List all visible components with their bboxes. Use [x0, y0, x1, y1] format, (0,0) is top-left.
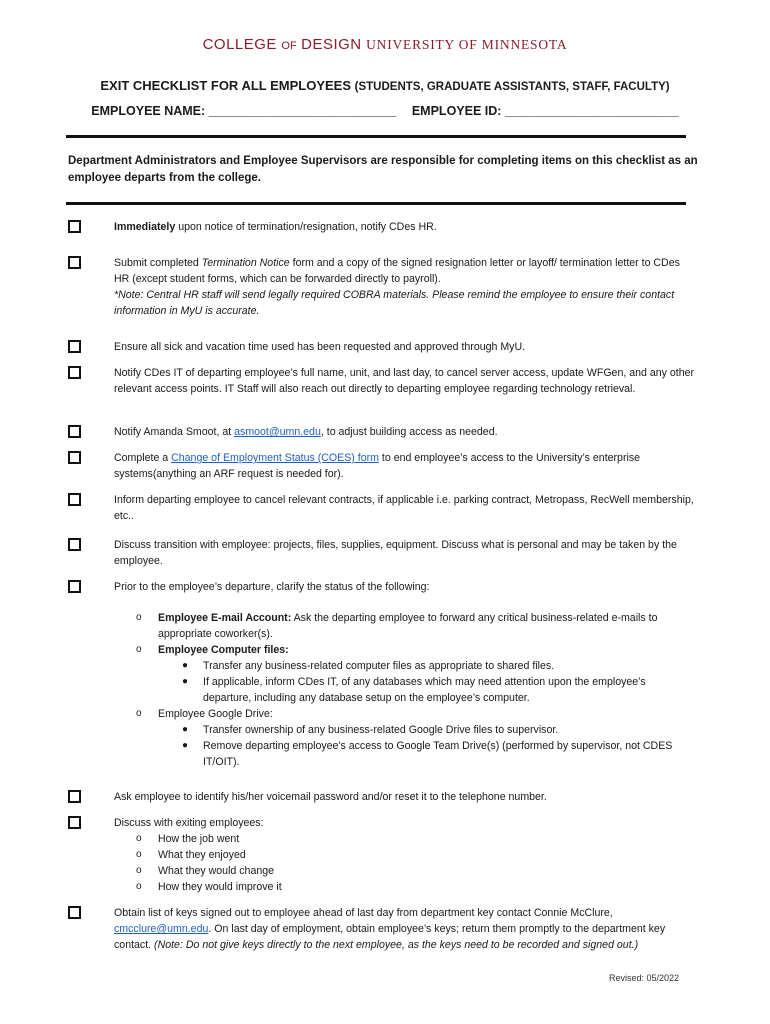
email-link-asmoot[interactable]: asmoot@umn.edu — [234, 426, 321, 438]
item-part: Submit completed — [114, 257, 202, 269]
logo-college: COLLEGE — [202, 36, 277, 53]
employee-id-field[interactable]: EMPLOYEE ID: _________________________ — [411, 104, 679, 118]
bullet-text: If applicable, inform CDes IT, of any databases which may need attention upon the employee’s departure, including any database setup on the employee’s computer. — [203, 676, 646, 704]
item-part: to end employee’s access to the University’s enterprise systems(anything an ARF request is needed for). — [114, 452, 641, 480]
checkbox[interactable] — [68, 256, 81, 269]
bullet-item: ● Transfer ownership of any business-related Google Drive files to supervisor. — [182, 724, 559, 736]
bullet-list — [158, 722, 694, 770]
sub-item-bold: Employee Computer files: — [158, 644, 289, 656]
checkbox[interactable] — [68, 816, 81, 829]
item-text: Ensure all sick and vacation time used has been requested and approved through MyU. — [114, 341, 526, 353]
sub-list — [114, 610, 694, 770]
intro-text: Department Administrators and Employee Supervisors are responsible for completing items on this checklist as an employee departs from the college. — [68, 155, 698, 184]
sub-item-text: How they would improve it — [158, 881, 282, 893]
item-text: Inform departing employee to cancel relevant contracts, if applicable i.e. parking contract, Metropass, RecWell membership, etc.. — [114, 494, 694, 522]
item-part: , to adjust building access as needed. — [320, 426, 498, 438]
sub-list — [114, 831, 694, 895]
checkbox[interactable] — [68, 493, 81, 506]
checkbox[interactable] — [68, 220, 81, 233]
college-logo — [0, 36, 770, 54]
logo-design: DESIGN — [301, 36, 362, 53]
item-bold: Immediately — [114, 221, 176, 233]
logo-of: OF — [281, 40, 297, 52]
checkbox[interactable] — [68, 425, 81, 438]
item-part: Obtain list of keys signed out to employee ahead of last day from department key contact Connie McClure, — [114, 907, 613, 919]
item-part: . On last day of employment, obtain employee’s keys; return them promptly to the department key contact. — [114, 923, 666, 951]
email-link-cmcclure[interactable]: cmcclure@umn.edu — [114, 923, 209, 935]
sub-item: o What they would change — [136, 865, 275, 877]
sub-item: o Employee Computer files: ● Transfer any business-related computer files as appropriate to shared files. ● If applicable, inform CDes IT, of any databases which may need attention upon the employee’s departure, including any database setup on the employee’s computer. — [114, 642, 694, 706]
item-text — [114, 450, 694, 482]
item-text — [114, 255, 694, 319]
title-main: EXIT CHECKLIST FOR ALL EMPLOYEES — [100, 78, 352, 93]
sub-item-text: What they would change — [158, 865, 275, 877]
item-part: Complete a — [114, 452, 172, 464]
item-text — [114, 424, 694, 440]
logo-university: UNIVERSITY OF MINNESOTA — [366, 37, 568, 52]
checkbox[interactable] — [68, 538, 81, 551]
divider — [66, 202, 686, 205]
item-note: *Note: Central HR staff will send legally required COBRA materials. Please remind the employee to ensure their contact information in MyU is accurate. — [114, 289, 675, 317]
coes-form-link[interactable]: Change of Employment Status (COES) form — [171, 452, 379, 464]
sub-item: o How they would improve it — [136, 881, 282, 893]
item-text: Notify CDes IT of departing employee’s full name, unit, and last day, to cancel server access, update WFGen, and any other relevant access points. IT Staff will also reach out directly to departing employee regarding technology retrieval. — [114, 367, 695, 395]
bullet-item: ● Remove departing employee's access to Google Team Drive(s) (performed by supervisor, not CDES IT/OIT). — [182, 740, 673, 768]
employee-fields — [0, 104, 770, 118]
revised-date: Revised: 05/2022 — [609, 973, 680, 983]
item-lead: Discuss with exiting employees: — [114, 817, 264, 829]
item-part: form and a copy of the signed resignation letter or layoff/ termination letter to CDes HR (except student forms, which can be forwarded directly to payroll). — [114, 257, 680, 285]
page-title — [0, 78, 770, 93]
sub-item-text: How the job went — [158, 833, 240, 845]
checkbox[interactable] — [68, 580, 81, 593]
item-text — [114, 219, 694, 235]
item-rest: upon notice of termination/resignation, notify CDes HR. — [175, 221, 437, 233]
checkbox[interactable] — [68, 790, 81, 803]
sub-item-bold: Employee E-mail Account: — [158, 612, 292, 624]
item-note: (Note: Do not give keys directly to the next employee, as the keys need to be recorded and signed out.) — [154, 939, 639, 951]
sub-item: o Employee E-mail Account: Ask the departing employee to forward any critical business-related e-mails to appropriate coworker(s). — [136, 612, 658, 640]
sub-item-text: Ask the departing employee to forward any critical business-related e-mails to appropriate coworker(s). — [158, 612, 658, 640]
sub-item-text: Employee Google Drive: — [158, 708, 273, 720]
item-text: Ask employee to identify his/her voicemail password and/or reset it to the telephone number. — [114, 791, 547, 803]
item-text: Discuss transition with employee: projects, files, supplies, equipment. Discuss what is personal and may be taken by the employee. — [114, 539, 677, 567]
checkbox[interactable] — [68, 906, 81, 919]
item-text — [114, 815, 694, 895]
employee-name-field[interactable]: EMPLOYEE NAME: ___________________________ — [91, 104, 397, 118]
bullet-item: ● Transfer any business-related computer files as appropriate to shared files. — [182, 660, 555, 672]
bullet-item: ● If applicable, inform CDes IT, of any databases which may need attention upon the employee’s departure, including any database setup on the employee’s computer. — [182, 676, 646, 704]
divider — [66, 135, 686, 138]
bullet-text: Remove departing employee's access to Google Team Drive(s) (performed by supervisor, not CDES IT/OIT). — [203, 740, 673, 768]
sub-item-text: What they enjoyed — [158, 849, 246, 861]
item-lead: Prior to the employee’s departure, clarify the status of the following: — [114, 581, 430, 593]
item-text — [114, 905, 694, 953]
sub-item: o Employee Google Drive: ● Transfer ownership of any business-related Google Drive files to supervisor. ● Remove departing employee's access to Google Team Drive(s) (performed by supervisor, not CDES IT/OIT). — [114, 706, 694, 770]
checkbox[interactable] — [68, 451, 81, 464]
sub-item: o How the job went — [136, 833, 240, 845]
bullet-list — [158, 658, 694, 706]
bullet-text: Transfer any business-related computer files as appropriate to shared files. — [203, 660, 555, 672]
item-italic: Termination Notice — [201, 257, 290, 269]
item-part: Notify Amanda Smoot, at — [114, 426, 235, 438]
checkbox[interactable] — [68, 366, 81, 379]
sub-item: o What they enjoyed — [136, 849, 246, 861]
bullet-text: Transfer ownership of any business-related Google Drive files to supervisor. — [203, 724, 559, 736]
title-sub: (STUDENTS, GRADUATE ASSISTANTS, STAFF, FACULTY) — [354, 81, 670, 93]
checkbox[interactable] — [68, 340, 81, 353]
item-text — [114, 579, 694, 770]
